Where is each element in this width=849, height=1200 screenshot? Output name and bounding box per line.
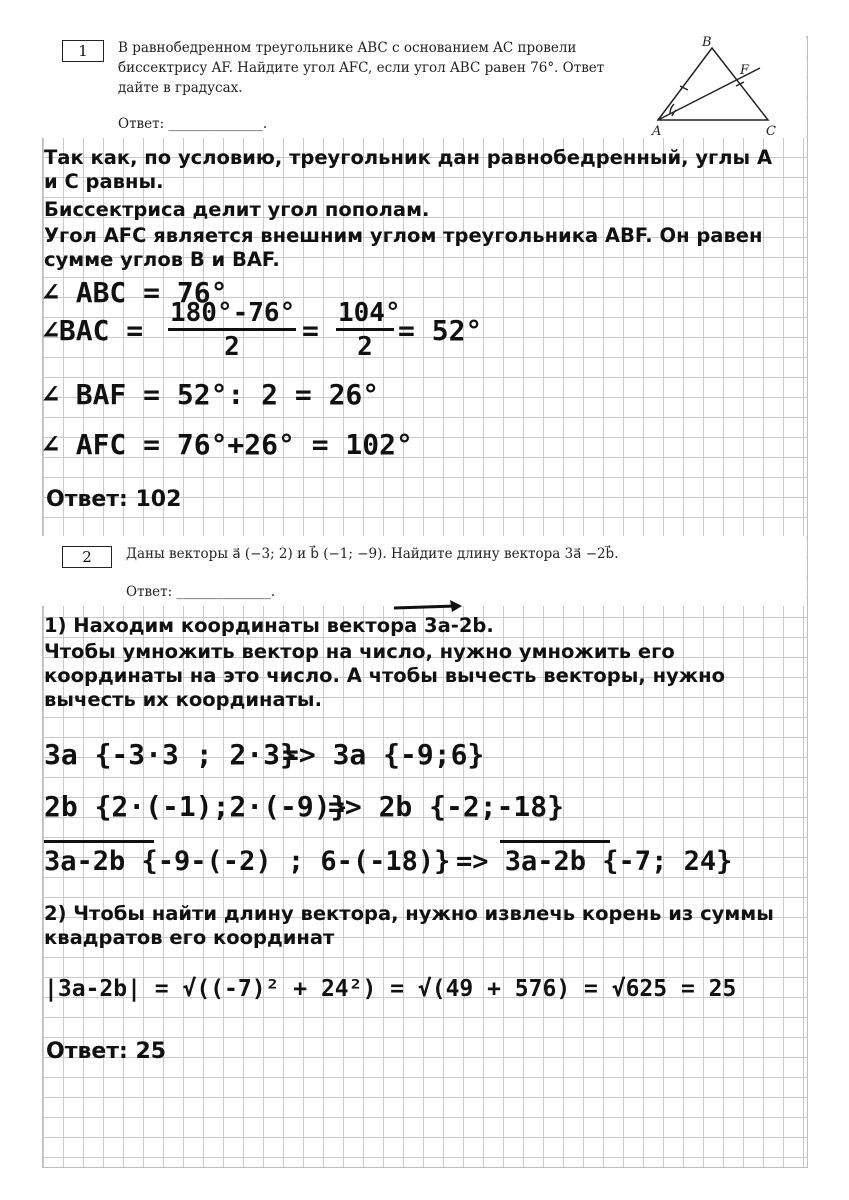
solution1-eq-baf: ∠ BAF = 52°: 2 = 26° — [42, 378, 380, 411]
solution2-eq3-left: 3a-2b {-9-(-2) ; 6-(-18)} — [44, 846, 451, 877]
solution2-eq2-left: 2b {2·(-1);2·(-9)} — [44, 790, 348, 823]
solution2-paragraph1: Чтобы умножить вектор на число, нужно умножить его координаты на это число. А чтобы вычесть векторы, нужно вычесть их координаты. — [44, 640, 726, 711]
task1-number-box: 1 — [62, 40, 104, 62]
label-f: F — [740, 63, 750, 78]
solution1-fraction1 — [168, 298, 296, 363]
solution2-eq3-overline-right — [500, 840, 610, 843]
solution1-eq-bac-left: ∠BAC = — [42, 314, 144, 347]
triangle-shape — [658, 48, 768, 120]
solution1-answer: Ответ: 102 — [46, 487, 182, 512]
solution2-eq3-overline-left — [44, 840, 154, 843]
fraction2-numerator: 104° — [336, 298, 394, 331]
solution1-paragraph2: Биссектриса делит угол пополам. — [44, 198, 430, 221]
solution2-eq4: |3a-2b| = √((-7)² + 24²) = √(49 + 576) = √625 = 25 — [44, 976, 737, 1002]
solution1-paragraph1: Так как, по условию, треугольник дан равнобедренный, углы A и C равны. — [44, 146, 773, 193]
tick-bc — [736, 82, 744, 86]
solution2-answer: Ответ: 25 — [46, 1039, 167, 1064]
task2-number-box: 2 — [62, 546, 112, 568]
label-c: C — [766, 124, 776, 138]
vector-arrow-step1 — [392, 598, 464, 614]
solution2-eq1-right: => 3a {-9;6} — [282, 738, 485, 771]
solution1-eq-bac-equals: = — [302, 314, 319, 347]
solution1-eq-bac-right: = 52° — [398, 314, 483, 347]
label-b: B — [702, 35, 712, 50]
fraction1-numerator: 180°-76° — [168, 298, 296, 331]
solution1-paragraph3: Угол AFC является внешним углом треугольника ABF. Он равен сумме углов B и BAF. — [44, 224, 763, 271]
solution2-eq3-right: => 3a-2b {-7; 24} — [456, 846, 733, 877]
solution1-eq-abc: ∠ ABC = 76° — [42, 276, 228, 309]
task1-answer-line: Ответ: ______________. — [118, 116, 268, 132]
solution2-eq1-left: 3a {-3·3 ; 2·3} — [44, 738, 297, 771]
solution1-fraction2 — [336, 298, 401, 363]
solution2-step1: 1) Находим координаты вектора 3a-2b. — [44, 614, 494, 637]
task2-text: Даны векторы a⃗ (−3; 2) и b⃗ (−1; −9). Найдите длину вектора 3a⃗ −2b⃗. — [126, 546, 619, 562]
task1-text: В равнобедренном треугольнике ABC с основанием AC провели биссектрису AF. Найдите угол AFC, если угол ABC равен 76°. Ответ дайте в градусах. — [118, 40, 605, 96]
task2-answer-line: Ответ: ______________. — [126, 584, 276, 600]
solution2-step2: 2) Чтобы найти длину вектора, нужно извлечь корень из суммы квадратов его координат — [44, 902, 774, 949]
solution1-eq-afc: ∠ AFC = 76°+26° = 102° — [42, 428, 413, 461]
solution2-eq2-right: => 2b {-2;-18} — [328, 790, 565, 823]
fraction2-denominator: 2 — [357, 332, 373, 362]
label-a: A — [652, 124, 662, 138]
triangle-figure — [640, 34, 790, 138]
triangle-abc — [658, 48, 768, 120]
fraction1-denominator: 2 — [224, 332, 240, 362]
